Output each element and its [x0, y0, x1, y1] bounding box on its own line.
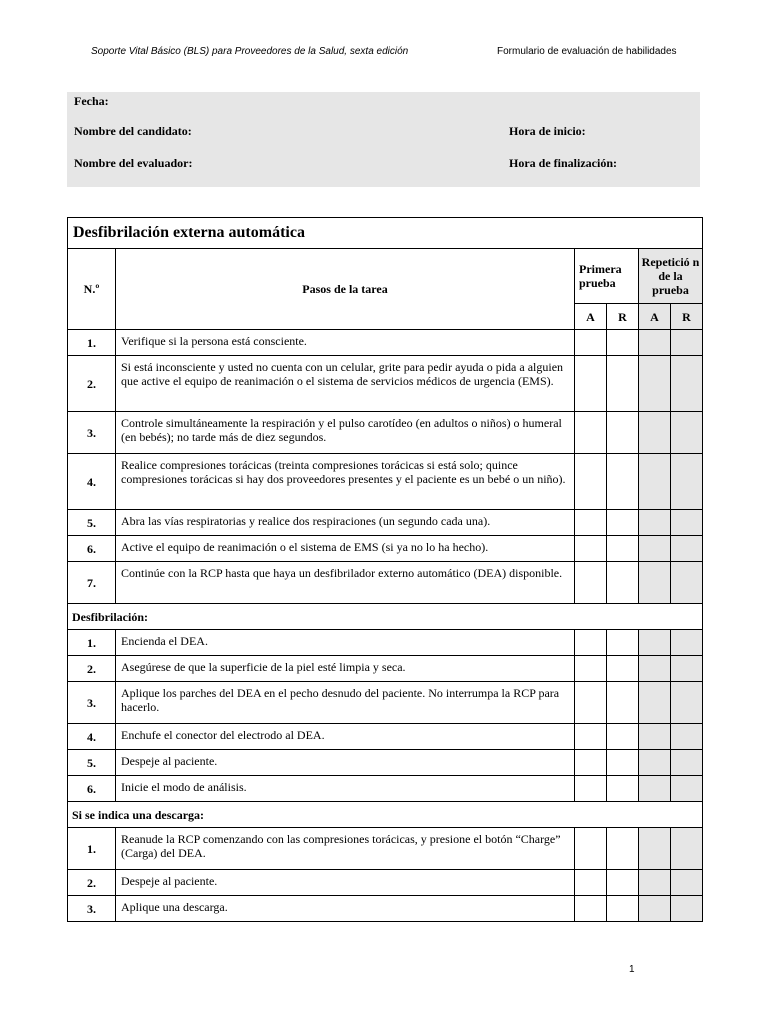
checkbox-repeat-a[interactable]: [639, 750, 671, 776]
step-number: 1.: [68, 630, 116, 656]
step-description: Encienda el DEA.: [116, 630, 575, 656]
checkbox-first-r[interactable]: [607, 682, 639, 724]
table-row: [68, 510, 703, 536]
table-row: [68, 412, 703, 454]
column-header-a-first: A: [575, 304, 607, 330]
column-header-r-first: R: [607, 304, 639, 330]
step-description: Asegúrese de que la superficie de la piel esté limpia y seca.: [116, 656, 575, 682]
checkbox-repeat-r[interactable]: [671, 828, 703, 870]
step-number: 6.: [68, 536, 116, 562]
checkbox-repeat-a[interactable]: [639, 330, 671, 356]
table-row: [68, 682, 703, 724]
checkbox-repeat-r[interactable]: [671, 356, 703, 412]
checkbox-repeat-a[interactable]: [639, 656, 671, 682]
column-header-repeat-attempt: Repetició n de la prueba: [639, 249, 703, 304]
step-description: Enchufe el conector del electrodo al DEA.: [116, 724, 575, 750]
table-row: [68, 356, 703, 412]
step-number: 7.: [68, 562, 116, 604]
table-row: [68, 750, 703, 776]
checkbox-repeat-a[interactable]: [639, 828, 671, 870]
checkbox-first-a[interactable]: [575, 656, 607, 682]
checkbox-repeat-a[interactable]: [639, 896, 671, 922]
checkbox-first-a[interactable]: [575, 682, 607, 724]
evaluator-name-label: Nombre del evaluador:: [74, 156, 193, 170]
step-number: 3.: [68, 682, 116, 724]
checkbox-first-r[interactable]: [607, 454, 639, 510]
checkbox-repeat-a[interactable]: [639, 870, 671, 896]
checkbox-repeat-a[interactable]: [639, 562, 671, 604]
checkbox-first-a[interactable]: [575, 750, 607, 776]
step-number: 1.: [68, 828, 116, 870]
step-description: Verifique si la persona está consciente.: [116, 330, 575, 356]
checkbox-first-a[interactable]: [575, 412, 607, 454]
step-description: Aplique los parches del DEA en el pecho desnudo del paciente. No interrumpa la RCP para hacerlo.: [116, 682, 575, 724]
checkbox-repeat-r[interactable]: [671, 682, 703, 724]
checkbox-repeat-r[interactable]: [671, 510, 703, 536]
step-description: Despeje al paciente.: [116, 750, 575, 776]
document-header-title: Soporte Vital Básico (BLS) para Proveedores de la Salud, sexta edición: [91, 46, 409, 57]
checkbox-repeat-r[interactable]: [671, 562, 703, 604]
step-description: Abra las vías respiratorias y realice dos respiraciones (un segundo cada una).: [116, 510, 575, 536]
section-title-shock-indicated: Si se indica una descarga:: [68, 802, 703, 828]
checkbox-first-r[interactable]: [607, 656, 639, 682]
section-row: [68, 802, 703, 828]
table-row: [68, 454, 703, 510]
checkbox-first-a[interactable]: [575, 630, 607, 656]
checkbox-repeat-r[interactable]: [671, 656, 703, 682]
page-number: 1: [629, 964, 635, 975]
checkbox-first-r[interactable]: [607, 630, 639, 656]
table-row: [68, 330, 703, 356]
checkbox-first-a[interactable]: [575, 536, 607, 562]
step-description: Realice compresiones torácicas (treinta compresiones torácicas si está solo; quince compresiones torácicas si hay dos proveedores presentes y el paciente es un bebé o un niño).: [116, 454, 575, 510]
checkbox-first-a[interactable]: [575, 356, 607, 412]
checkbox-repeat-a[interactable]: [639, 776, 671, 802]
candidate-name-label: Nombre del candidato:: [74, 124, 192, 138]
step-number: 5.: [68, 510, 116, 536]
checkbox-first-r[interactable]: [607, 870, 639, 896]
checkbox-first-r[interactable]: [607, 776, 639, 802]
checkbox-repeat-r[interactable]: [671, 412, 703, 454]
skills-evaluation-table: [67, 217, 703, 922]
column-header-number: N.º: [68, 249, 116, 330]
document-header-form-name: Formulario de evaluación de habilidades: [497, 46, 677, 57]
step-number: 6.: [68, 776, 116, 802]
step-number: 3.: [68, 896, 116, 922]
checkbox-repeat-r[interactable]: [671, 776, 703, 802]
step-number: 4.: [68, 454, 116, 510]
checkbox-first-r[interactable]: [607, 724, 639, 750]
column-header-steps: Pasos de la tarea: [116, 249, 575, 330]
checkbox-repeat-r[interactable]: [671, 454, 703, 510]
checkbox-first-a[interactable]: [575, 454, 607, 510]
checkbox-first-r[interactable]: [607, 412, 639, 454]
table-row: [68, 656, 703, 682]
column-header-first-attempt: Primera prueba: [575, 249, 639, 304]
step-number: 1.: [68, 330, 116, 356]
table-row: [68, 562, 703, 604]
step-description: Controle simultáneamente la respiración y el pulso carotídeo (en adultos o niños) o humeral (en bebés); no tarde más de diez segundos.: [116, 412, 575, 454]
checkbox-repeat-r[interactable]: [671, 724, 703, 750]
checkbox-first-r[interactable]: [607, 896, 639, 922]
step-description: Si está inconsciente y usted no cuenta con un celular, grite para pedir ayuda o pida a alguien que active el equipo de reanimación o el sistema de servicios médicos de urgencia (EMS).: [116, 356, 575, 412]
checkbox-first-r[interactable]: [607, 356, 639, 412]
checkbox-repeat-r[interactable]: [671, 630, 703, 656]
checkbox-repeat-r[interactable]: [671, 330, 703, 356]
checkbox-first-a[interactable]: [575, 776, 607, 802]
checkbox-first-a[interactable]: [575, 870, 607, 896]
step-description: Reanude la RCP comenzando con las compresiones torácicas, y presione el botón “Charge” (Carga) del DEA.: [116, 828, 575, 870]
step-number: 5.: [68, 750, 116, 776]
step-number: 4.: [68, 724, 116, 750]
checkbox-repeat-r[interactable]: [671, 896, 703, 922]
section-title-defibrillation: Desfibrilación:: [68, 604, 703, 630]
checkbox-first-r[interactable]: [607, 562, 639, 604]
step-number: 2.: [68, 356, 116, 412]
checkbox-first-a[interactable]: [575, 896, 607, 922]
checkbox-repeat-a[interactable]: [639, 630, 671, 656]
checkbox-repeat-r[interactable]: [671, 750, 703, 776]
step-description: Despeje al paciente.: [116, 870, 575, 896]
checkbox-first-a[interactable]: [575, 510, 607, 536]
table-row: [68, 536, 703, 562]
column-header-r-repeat: R: [671, 304, 703, 330]
checkbox-repeat-a[interactable]: [639, 724, 671, 750]
step-number: 3.: [68, 412, 116, 454]
checkbox-first-r[interactable]: [607, 330, 639, 356]
step-description: Inicie el modo de análisis.: [116, 776, 575, 802]
checkbox-first-a[interactable]: [575, 562, 607, 604]
end-time-label: Hora de finalización:: [509, 156, 617, 170]
checkbox-repeat-a[interactable]: [639, 510, 671, 536]
checkbox-repeat-r[interactable]: [671, 870, 703, 896]
table-row: [68, 870, 703, 896]
step-description: Active el equipo de reanimación o el sistema de EMS (si ya no lo ha hecho).: [116, 536, 575, 562]
step-description: Aplique una descarga.: [116, 896, 575, 922]
start-time-label: Hora de inicio:: [509, 124, 586, 138]
checkbox-repeat-a[interactable]: [639, 356, 671, 412]
table-row: [68, 828, 703, 870]
table-title: Desfibrilación externa automática: [68, 218, 703, 249]
table-row: [68, 776, 703, 802]
section-row: [68, 604, 703, 630]
checkbox-first-r[interactable]: [607, 536, 639, 562]
checkbox-first-r[interactable]: [607, 510, 639, 536]
checkbox-repeat-a[interactable]: [639, 536, 671, 562]
step-number: 2.: [68, 870, 116, 896]
candidate-info-box: [67, 92, 700, 187]
step-number: 2.: [68, 656, 116, 682]
column-header-a-repeat: A: [639, 304, 671, 330]
table-row: [68, 724, 703, 750]
checkbox-repeat-a[interactable]: [639, 412, 671, 454]
checkbox-first-r[interactable]: [607, 750, 639, 776]
date-label: Fecha:: [74, 94, 109, 108]
checkbox-first-a[interactable]: [575, 330, 607, 356]
step-description: Continúe con la RCP hasta que haya un desfibrilador externo automático (DEA) disponible.: [116, 562, 575, 604]
checkbox-repeat-r[interactable]: [671, 536, 703, 562]
checkbox-first-a[interactable]: [575, 828, 607, 870]
checkbox-first-r[interactable]: [607, 828, 639, 870]
checkbox-first-a[interactable]: [575, 724, 607, 750]
table-row: [68, 630, 703, 656]
checkbox-repeat-a[interactable]: [639, 682, 671, 724]
table-row: [68, 896, 703, 922]
checkbox-repeat-a[interactable]: [639, 454, 671, 510]
